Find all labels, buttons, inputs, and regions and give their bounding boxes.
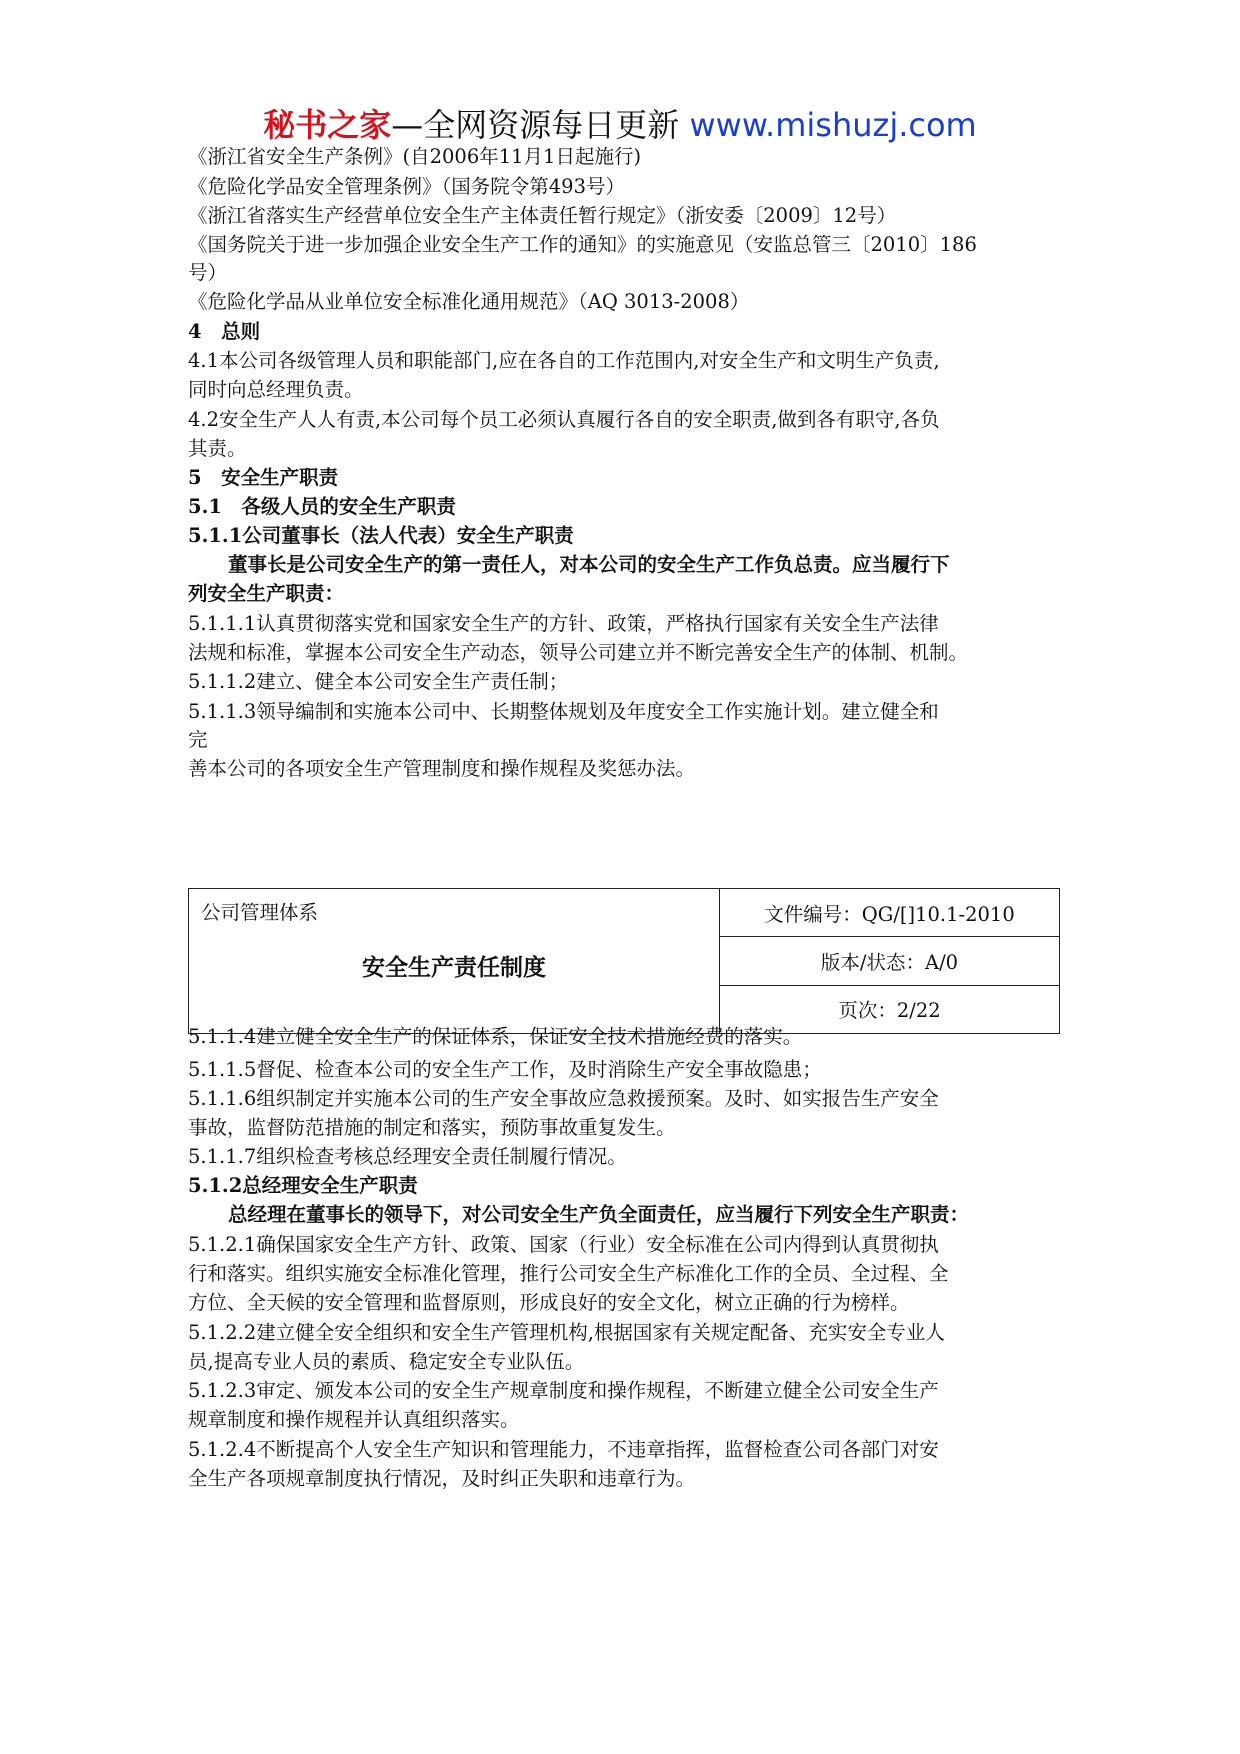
item-5-1-1-1-cont: 法规和标准，掌握本公司安全生产动态，领导公司建立并不断完善安全生产的体制、机制。 xyxy=(188,641,969,664)
section-5-heading: 5 安全生产职责 xyxy=(188,466,339,489)
item-5-1-1-1: 5.1.1.1认真贯彻落实党和国家安全生产的方针、政策，严格执行国家有关安全生产法律 xyxy=(188,612,939,635)
site-banner xyxy=(0,105,1240,145)
header-left-cell xyxy=(189,889,720,1034)
document-title: 安全生产责任制度 xyxy=(362,955,546,981)
reference-line: 《国务院关于进一步加强企业安全生产工作的通知》的实施意见（安监总管三〔2010〕186 xyxy=(188,233,977,256)
item-5-1-2-3: 5.1.2.3审定、颁发本公司的安全生产规章制度和操作规程，不断建立健全公司安全生产 xyxy=(188,1379,939,1402)
item-5-1-2-1-cont2: 方位、全天候的安全管理和监督原则，形成良好的安全文化，树立正确的行为榜样。 xyxy=(188,1291,910,1314)
item-5-1-2-4: 5.1.2.4不断提高个人安全生产知识和管理能力，不违章指挥，监督检查公司各部门对安 xyxy=(188,1438,939,1461)
item-5-1-2-3-cont: 规章制度和操作规程并认真组织落实。 xyxy=(188,1408,520,1431)
document-header-table xyxy=(188,888,1060,1034)
reference-line: 《浙江省落实生产经营单位安全生产主体责任暂行规定》（浙安委〔2009〕12号） xyxy=(188,204,897,227)
paragraph-4-1-cont: 同时向总经理负责。 xyxy=(188,378,364,401)
reference-line: 《危险化学品从业单位安全标准化通用规范》（AQ 3013-2008） xyxy=(188,290,750,313)
section-5-1-heading: 5.1 各级人员的安全生产职责 xyxy=(188,495,456,518)
management-system-label: 公司管理体系 xyxy=(201,901,319,924)
gm-intro: 总经理在董事长的领导下，对公司安全生产负全面责任，应当履行下列安全生产职责： xyxy=(228,1203,970,1226)
item-5-1-1-3-cont: 完 xyxy=(188,728,208,751)
reference-line: 号） xyxy=(188,261,228,284)
item-5-1-1-5: 5.1.1.5督促、检查本公司的安全生产工作，及时消除生产安全事故隐患； xyxy=(188,1058,822,1081)
document-number: 文件编号：QG/[]10.1-2010 xyxy=(720,889,1060,937)
reference-line: 《危险化学品安全管理条例》（国务院令第493号） xyxy=(188,175,625,198)
chairman-intro: 董事长是公司安全生产的第一责任人，对本公司的安全生产工作负总责。应当履行下 xyxy=(228,553,950,576)
banner-url-link[interactable]: www.mishuzj.com xyxy=(689,106,977,144)
item-5-1-1-7: 5.1.1.7组织检查考核总经理安全责任制履行情况。 xyxy=(188,1145,627,1168)
item-5-1-1-2: 5.1.1.2建立、健全本公司安全生产责任制； xyxy=(188,670,569,693)
item-5-1-1-3: 5.1.1.3领导编制和实施本公司中、长期整体规划及年度安全工作实施计划。建立健全和 xyxy=(188,700,939,723)
paragraph-4-1: 4.1本公司各级管理人员和职能部门,应在各自的工作范围内,对安全生产和文明生产负责, xyxy=(188,349,940,372)
chairman-intro-cont: 列安全生产职责： xyxy=(188,582,345,605)
item-5-1-1-3-cont2: 善本公司的各项安全生产管理制度和操作规程及奖惩办法。 xyxy=(188,757,696,780)
banner-brand: 秘书之家 xyxy=(263,106,392,144)
page-number: 页次：2/22 xyxy=(720,985,1060,1033)
section-5-1-1-heading: 5.1.1公司董事长（法人代表）安全生产职责 xyxy=(188,524,574,547)
banner-tagline: —全网资源每日更新 xyxy=(391,106,690,144)
item-5-1-2-1: 5.1.2.1确保国家安全生产方针、政策、国家（行业）安全标准在公司内得到认真贯彻执 xyxy=(188,1233,939,1256)
section-5-1-2-heading: 5.1.2总经理安全生产职责 xyxy=(188,1174,418,1197)
paragraph-4-2-cont: 其责。 xyxy=(188,437,247,460)
reference-line: 《浙江省安全生产条例》(自2006年11月1日起施行) xyxy=(188,145,642,168)
item-5-1-1-4: 5.1.1.4建立健全安全生产的保证体系，保证安全技术措施经费的落实。 xyxy=(188,1025,803,1048)
item-5-1-2-4-cont: 全生产各项规章制度执行情况，及时纠正失职和违章行为。 xyxy=(188,1467,696,1490)
item-5-1-1-6-cont: 事故，监督防范措施的制定和落实，预防事故重复发生。 xyxy=(188,1116,676,1139)
item-5-1-2-1-cont: 行和落实。组织实施安全标准化管理，推行公司安全生产标准化工作的全员、全过程、全 xyxy=(188,1262,949,1285)
document-version: 版本/状态：A/0 xyxy=(720,937,1060,985)
item-5-1-2-2-cont: 员,提高专业人员的素质、稳定安全专业队伍。 xyxy=(188,1350,585,1373)
paragraph-4-2: 4.2安全生产人人有责,本公司每个员工必须认真履行各自的安全职责,做到各有职守,各负 xyxy=(188,408,940,431)
item-5-1-1-6: 5.1.1.6组织制定并实施本公司的生产安全事故应急救援预案。及时、如实报告生产安全 xyxy=(188,1087,939,1110)
item-5-1-2-2: 5.1.2.2建立健全安全组织和安全生产管理机构,根据国家有关规定配备、充实安全专业人 xyxy=(188,1321,945,1344)
section-4-heading: 4 总则 xyxy=(188,320,261,343)
